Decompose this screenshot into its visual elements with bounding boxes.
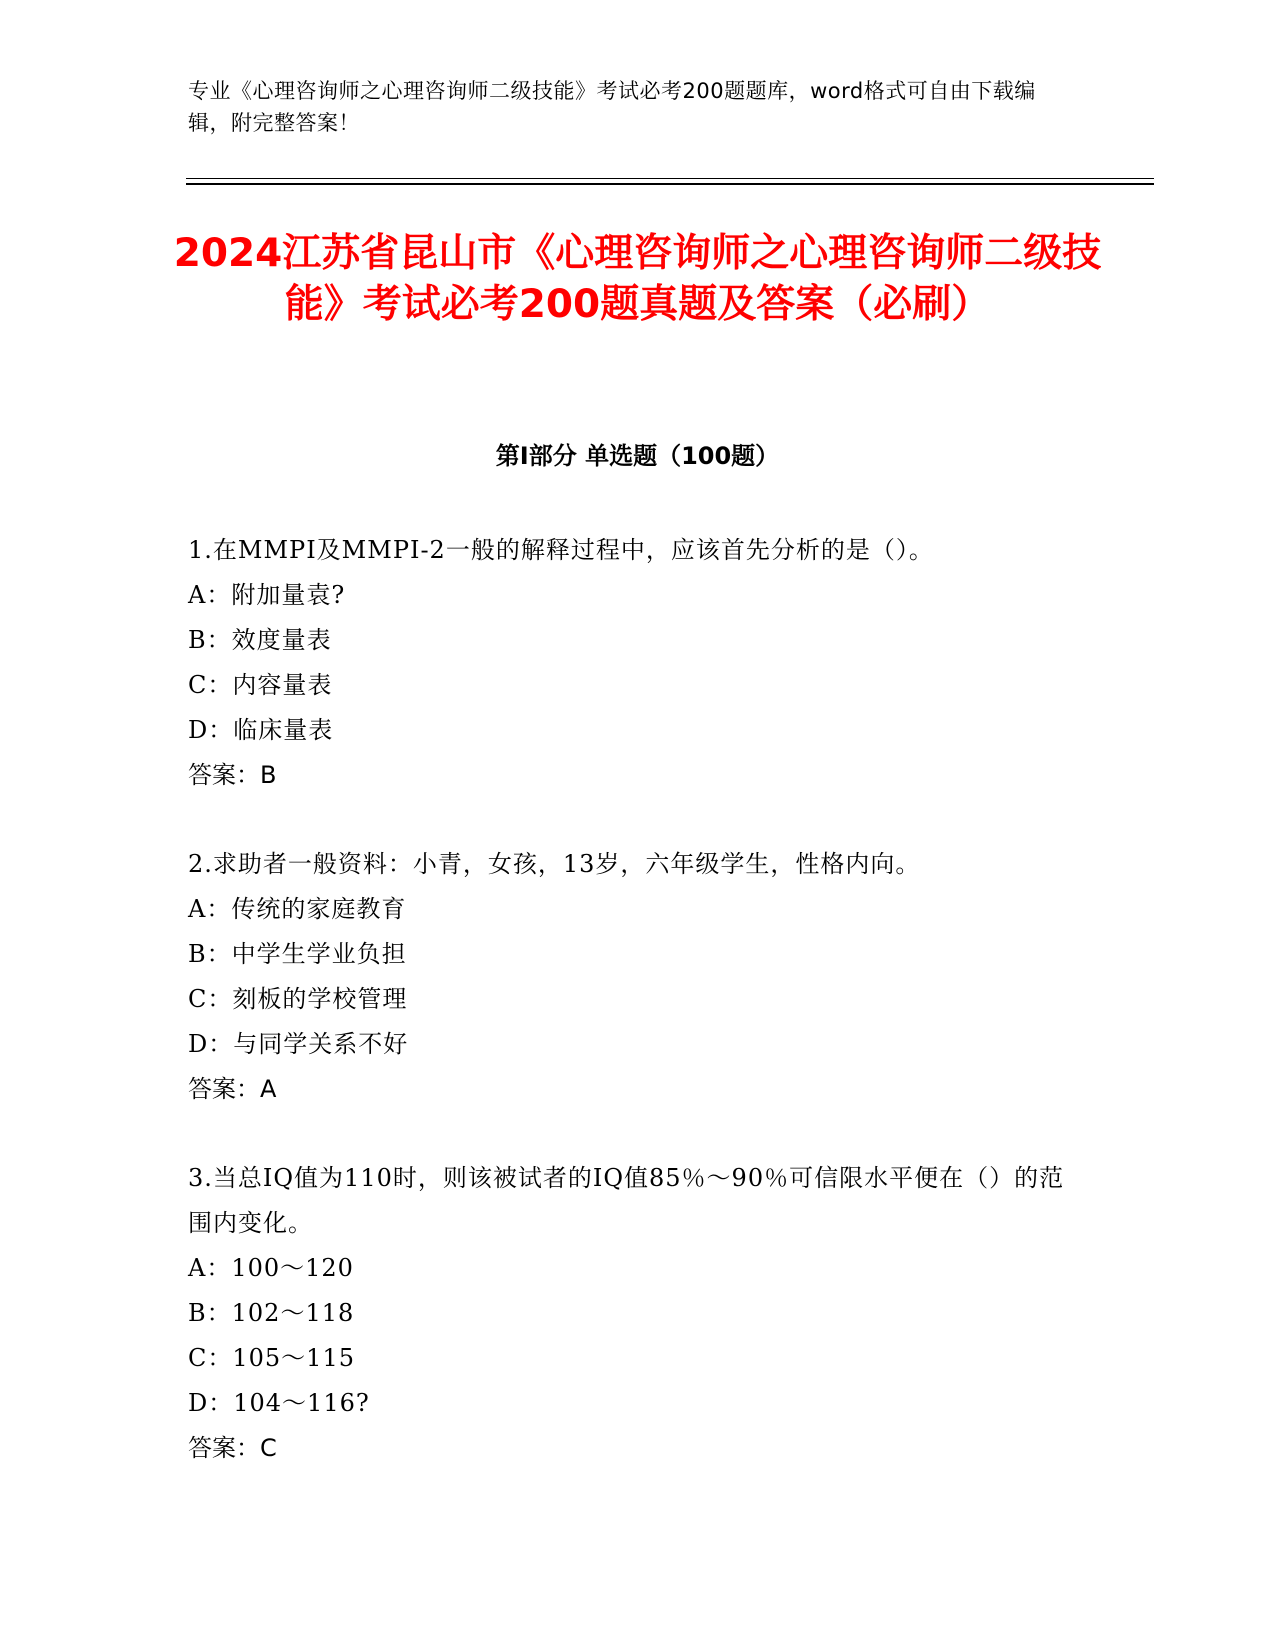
- option-a: A：传统的家庭教育: [188, 895, 407, 923]
- question-stem: 2.求助者一般资料：小青，女孩，13岁，六年级学生，性格内向。: [188, 850, 921, 878]
- option-a: A：100～120: [188, 1254, 354, 1282]
- header-note: 专业《心理咨询师之心理咨询师二级技能》考试必考200题题库，word格式可自由下载编辑，附完整答案！: [188, 79, 1036, 135]
- question-1: [188, 528, 1078, 798]
- question-stem: 1.在MMPI及MMPI-2一般的解释过程中，应该首先分析的是（）。: [188, 536, 934, 564]
- answer: 答案：B: [188, 761, 277, 789]
- option-b: B：102～118: [188, 1299, 355, 1327]
- option-d: D：与同学关系不好: [188, 1030, 409, 1058]
- question-stem: 3.当总IQ值为110时，则该被试者的IQ值85％～90％可信限水平便在（）的范围内变化。: [188, 1164, 1065, 1237]
- option-c: C：105～115: [188, 1344, 355, 1372]
- question-list: [188, 528, 1078, 1515]
- header-divider-thin: [186, 178, 1154, 179]
- answer: 答案：C: [188, 1434, 277, 1462]
- question-2: [188, 842, 1078, 1112]
- option-c: C：内容量表: [188, 671, 333, 699]
- option-a: A：附加量袁?: [188, 581, 346, 609]
- option-d: D：104～116?: [188, 1389, 370, 1417]
- section-title: 第Ⅰ部分 单选题（100题）: [495, 442, 780, 470]
- option-b: B：效度量表: [188, 626, 332, 654]
- document-title: 2024江苏省昆山市《心理咨询师之心理咨询师二级技能》考试必考200题真题及答案（必刷）: [173, 231, 1102, 327]
- header-divider-thick: [186, 183, 1154, 185]
- question-3: [188, 1156, 1078, 1471]
- option-d: D：临床量表: [188, 716, 334, 744]
- answer: 答案：A: [188, 1075, 277, 1103]
- option-c: C：刻板的学校管理: [188, 985, 408, 1013]
- option-b: B：中学生学业负担: [188, 940, 407, 968]
